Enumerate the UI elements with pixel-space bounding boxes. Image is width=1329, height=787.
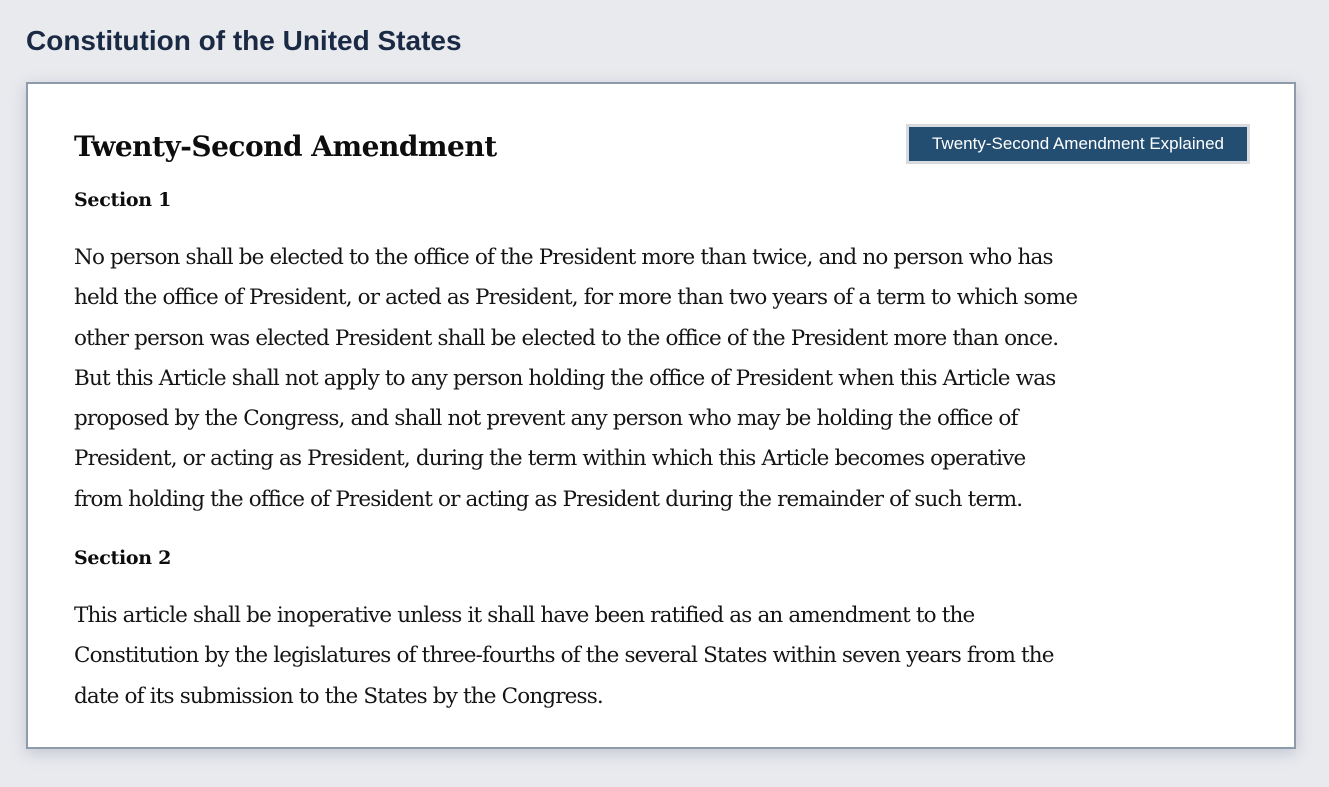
amendment-explained-button[interactable]: Twenty-Second Amendment Explained	[906, 124, 1250, 164]
section-1-text	[74, 238, 1264, 520]
amendment-title: Twenty-Second Amendment	[74, 130, 497, 163]
text-line: No person shall be elected to the office of the President more than twice, and no person who has	[74, 245, 1053, 270]
text-line: held the office of President, or acted as President, for more than two years of a term to which some	[74, 285, 1078, 311]
text-line: date of its submission to the States by the Congress.	[74, 683, 603, 709]
section-2-heading: Section 2	[74, 547, 171, 569]
text-line: proposed by the Congress, and shall not prevent any person who may be holding the office of	[74, 406, 1018, 432]
text-line: But this Article shall not apply to any person holding the office of President when this Article was	[74, 365, 1056, 391]
site-title: Constitution of the United States	[26, 25, 462, 56]
text-line: Constitution by the legislatures of three-fourths of the several States within seven years from the	[74, 643, 1054, 669]
text-line: President, or acting as President, during the term within which this Article becomes operative	[74, 446, 1026, 472]
section-1-heading: Section 1	[74, 189, 171, 211]
text-line: other person was elected President shall be elected to the office of the President more than once.	[74, 325, 1059, 351]
amendment-card	[26, 82, 1296, 749]
text-line: This article shall be inoperative unless it shall have been ratified as an amendment to the	[74, 603, 975, 628]
section-2-text	[74, 596, 1264, 717]
text-line: from holding the office of President or acting as President during the remainder of such term.	[74, 486, 1023, 512]
